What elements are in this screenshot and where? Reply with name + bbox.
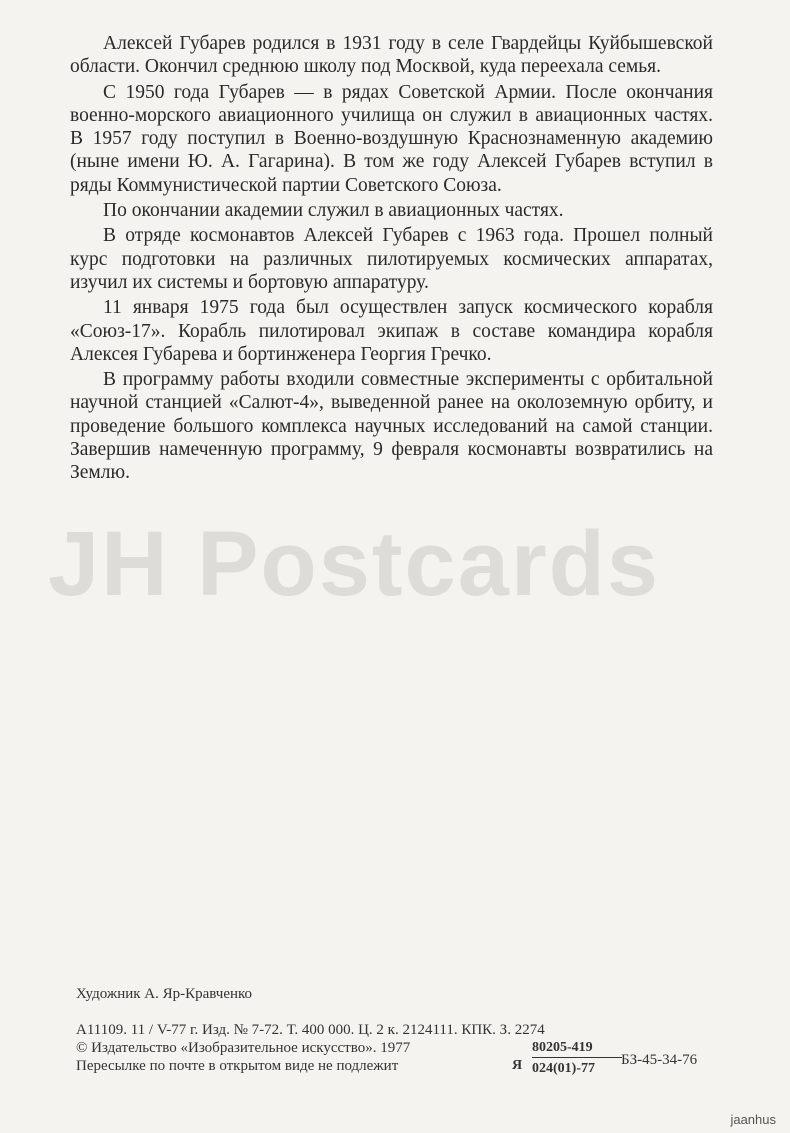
biography-text xyxy=(70,32,713,485)
paragraph-birth: Алексей Губарев родился в 1931 году в селе Гвардейцы Куйбышевской области. Окончил среднюю школу под Москвой, куда переехала семья. xyxy=(70,33,713,78)
watermark: JH Postcards xyxy=(48,513,661,615)
colophon xyxy=(76,985,726,1004)
index-denominator: 024(01)-77 xyxy=(532,1061,595,1076)
mail-note: Пересылке по почте в открытом виде не подлежит xyxy=(76,1058,399,1074)
paragraph-cosmonaut-team: В отряде космонавтов Алексей Губарев с 1963 года. Прошел полный курс подготовки на различных пилотируемых космических аппаратах, изучил их системы и бортовую аппаратуру. xyxy=(70,225,713,293)
index-prefix: Я xyxy=(512,1058,523,1073)
artist-credit: Художник А. Яр-Кравченко xyxy=(76,986,253,1002)
paragraph-salyut-4: В программу работы входили совместные эксперименты с орбитальной научной станцией «Салют-4», выведенной ранее на околоземную орбиту, и проведение большого комплекса научных исследований на самой станции. Завершив намеченную программу, 9 февраля космонавты возвратились на Землю. xyxy=(70,369,713,484)
publisher-line: © Издательство «Изобразительное искусство». 1977 xyxy=(76,1040,411,1056)
credit-label: jaanhus xyxy=(730,1112,776,1127)
print-info: А11109. 11 / V-77 г. Изд. № 7-72. Т. 400 000. Ц. 2 к. 2124111. КПК. З. 2274 xyxy=(76,1022,545,1038)
paragraph-soyuz-17: 11 января 1975 года был осуществлен запуск космического корабля «Союз-17». Корабль пилотировал экипаж в составе командира корабля Алексея Губарева и бортинженера Георгия Гречко. xyxy=(70,297,713,365)
index-code: БЗ-45-34-76 xyxy=(621,1052,698,1068)
index-numerator: 80205-419 xyxy=(532,1040,622,1058)
imprint-block xyxy=(76,1022,726,1076)
paragraph-academy: По окончании академии служил в авиационных частях. xyxy=(103,200,564,222)
paragraph-army: С 1950 года Губарев — в рядах Советской Армии. После окончания военно-морского авиационного училища он служил в авиационных частях. В 1957 году поступил в Военно-воздушную Краснознаменную академию (ныне имени Ю. А. Гагарина). В том же году Алексей Губарев вступил в ряды Коммунистической партии Советского Союза. xyxy=(70,81,713,196)
